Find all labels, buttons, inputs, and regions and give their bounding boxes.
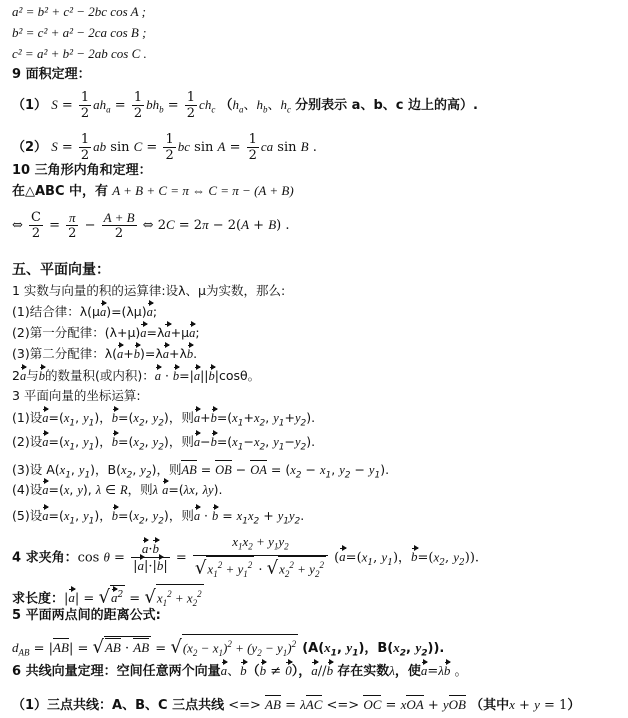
dot-product-definition: 2a与b的数量积(或内积)：a · b=|a||b|cosθ。 xyxy=(12,368,261,383)
collinear-open-paren: （ xyxy=(246,664,260,679)
coordinate-ops-heading: 3 平面向量的坐标运算: xyxy=(12,388,141,403)
fraction: $\frac{x_1x_2 + y_1y_2}{√x_1^2 + y_1^2 \cdot √x_2^2 + y_2^2}$ xyxy=(193,534,328,582)
second-distributive-tail: +λ xyxy=(168,346,187,361)
area-heading: 9 面积定理： xyxy=(12,67,91,82)
area-item1-number: （1） xyxy=(12,98,48,113)
formula-a-squared: a² = b² + c² − 2bc cos A ; xyxy=(12,4,146,19)
fraction: $\frac{1}{2}$ xyxy=(186,90,196,121)
angle-sum-prefix: 在△ABC 中，有 xyxy=(12,184,109,199)
coordinate-sum: (1)设$a=(x_1$, $y_1$)，$b=(x_2$, $y_2$)，则$a+b=(x_1+x_2$, $y_1+y_2$). xyxy=(12,410,316,429)
coord-item-1-then: ，则 xyxy=(168,410,194,425)
fraction: $\frac{1}{2}$ xyxy=(133,90,143,121)
collinear-heading: 6 共线向量定理：空间任意两个向量 xyxy=(12,664,221,679)
formula-c-squared: c² = a² + b² − 2ab cos C . xyxy=(12,46,147,61)
fraction: $\frac{a\cdot b}{|a|\cdot|b|}$ xyxy=(133,541,168,575)
three-points-note: （其中 xyxy=(470,698,510,713)
three-points-close: ） xyxy=(567,698,581,713)
second-distributive-mid: )=λ xyxy=(139,346,163,361)
second-distributive-label: (3)第二分配律：λ( xyxy=(12,346,117,361)
fraction: $\frac{1}{2}$ xyxy=(80,90,90,121)
coord-item-5-label: (5)设 xyxy=(12,508,43,523)
fraction: $\frac{1}{2}$ xyxy=(165,132,174,163)
length-formula: 求长度：$|a| = √a^2 = √x_1^2 + x_2^2$ xyxy=(12,584,204,611)
collinear-such-that: ，使 xyxy=(394,664,421,679)
fraction: $\frac{A + B}{2}$ xyxy=(103,210,135,241)
coord-item-1-label: (1)设 xyxy=(12,410,43,425)
coord-item-3-label: (3)设 xyxy=(12,462,43,477)
three-points-collinear: （1）三点共线：A、B、C 三点共线 <=> AB = λAC <=> OC = xOA + yOB （其中x + y = 1） xyxy=(12,697,581,713)
area-formula-2: （2） S = $\frac{1}{2}$ ab sin C = $\frac{1}{2}$ bc sin A = $\frac{1}{2}$ ca sin B . xyxy=(12,132,317,163)
length-heading: 求长度： xyxy=(12,591,65,607)
first-distributive-law: (2)第一分配律：(λ+μ)a=λa+μa; xyxy=(12,325,200,340)
coord-item-5-then: ，则 xyxy=(168,508,194,523)
associative-law: (1)结合律：λ(μa)=(λμ)a; xyxy=(12,304,158,319)
dot-product-label: 的数量积(或内积)： xyxy=(44,368,155,383)
angle-formula: 4 求夹角：cos θ = $\frac{a\cdot b}{|a|\cdot|b|}$ = $\frac{x_1x_2 + y_1y_2}{√x_1^2 + y_1^2 \cdot √x_2^2 + y_2^2}$ ($a=(x_1$, $y_1$)，$b=(x_2$, $y_2$)). xyxy=(12,534,479,582)
fraction: $\frac{C}{2}$ xyxy=(31,210,41,241)
angle-sum-heading: 10 三角形内角和定理： xyxy=(12,163,152,178)
area-formula-1: （1） S = $\frac{1}{2}$ $ah_a$ = $\frac{1}{2}$ $bh_b$ = $\frac{1}{2}$ $ch_c$ （$h_a$、$h_b$、$h_c$ 分别表示 a、b、c 边上的高）. xyxy=(12,90,478,121)
angle-sum-line-2: ⇔ $\frac{C}{2}$ = $\frac{\pi}{2}$ − $\frac{A + B}{2}$ ⇔ 2C = 2π − 2(A + B) . xyxy=(12,210,290,241)
dot-product-tail: |cosθ。 xyxy=(214,368,261,383)
first-distributive-tail: +μ xyxy=(170,325,190,340)
angle-sum-expression: A + B + C = π ⇔ C = π − (A + B) xyxy=(112,183,294,198)
formula-b-squared: b² = c² + a² − 2ca cos B ; xyxy=(12,25,147,40)
three-points-label: （1）三点共线：A、B、C 三点共线 xyxy=(12,698,225,713)
coordinate-points: (3)设 $A(x_1$, $y_1$)，$B(x_2$, $y_2$)，则AB = OB − OA = ($x_2 - x_1$, $y_2 - y_1$). xyxy=(12,462,390,481)
fraction: $\frac{1}{2}$ xyxy=(80,132,90,163)
coord-item-4-label: (4)设 xyxy=(12,482,43,497)
angle-sum-line-1 xyxy=(12,183,294,200)
coordinate-dot-product: (5)设$a=(x_1$, $y_1$)，$b=(x_2$, $y_2$)，则$a \cdot b = x_1x_2 + y_1y_2$. xyxy=(12,508,305,527)
coordinate-scalar: (4)设a=(x, y), λ ∈ R，则λ a=(λx, λy). xyxy=(12,482,223,497)
distance-heading: 5 平面两点间的距离公式: xyxy=(12,608,161,623)
second-distributive-law: (3)第二分配律：λ(a+b)=λa+λb. xyxy=(12,346,198,361)
coord-item-2-label: (2)设 xyxy=(12,434,43,449)
coordinate-difference: (2)设$a=(x_1$, $y_1$)，$b=(x_2$, $y_2$)，则$a-b=(x_1-x_2$, $y_1-y_2$). xyxy=(12,434,316,453)
associative-label: (1)结合律：λ(μ xyxy=(12,304,100,319)
distance-formula: $d_{AB} = |AB| = √AB$ · AB = $√(x_2 - x_1)^2 + (y_2 - y_1)^2$ ($A(x_1$, $y_1$)，$B(x_2$, $y_2$)). xyxy=(12,634,444,662)
collinear-theorem: 6 共线向量定理：空间任意两个向量a、b（b ≠ 0），a//b 存在实数λ，使a=λb 。 xyxy=(12,663,468,679)
area-item1-note: 分别表示 a、b、c 边上的高）. xyxy=(295,98,478,113)
dot-product-number: 2 xyxy=(12,368,20,383)
vectors-section-title: 五、平面向量： xyxy=(12,262,110,278)
first-distributive-label: (2)第一分配律：(λ+μ) xyxy=(12,325,141,340)
coord-item-2-then: ，则 xyxy=(168,434,194,449)
collinear-exists: 存在实数 xyxy=(337,664,390,679)
angle-heading: 4 求夹角： xyxy=(12,550,78,566)
associative-tail: )=(λμ) xyxy=(106,304,147,319)
dot-product-and: 与 xyxy=(26,368,39,383)
first-distributive-mid: =λ xyxy=(146,325,165,340)
fraction: $\frac{1}{2}$ xyxy=(248,132,257,163)
vector-laws-heading: 1 实数与向量的积的运算律:设λ、μ为实数，那么: xyxy=(12,283,286,298)
fraction: $\frac{\pi}{2}$ xyxy=(68,210,77,241)
area-item2-number: （2） xyxy=(12,140,48,155)
